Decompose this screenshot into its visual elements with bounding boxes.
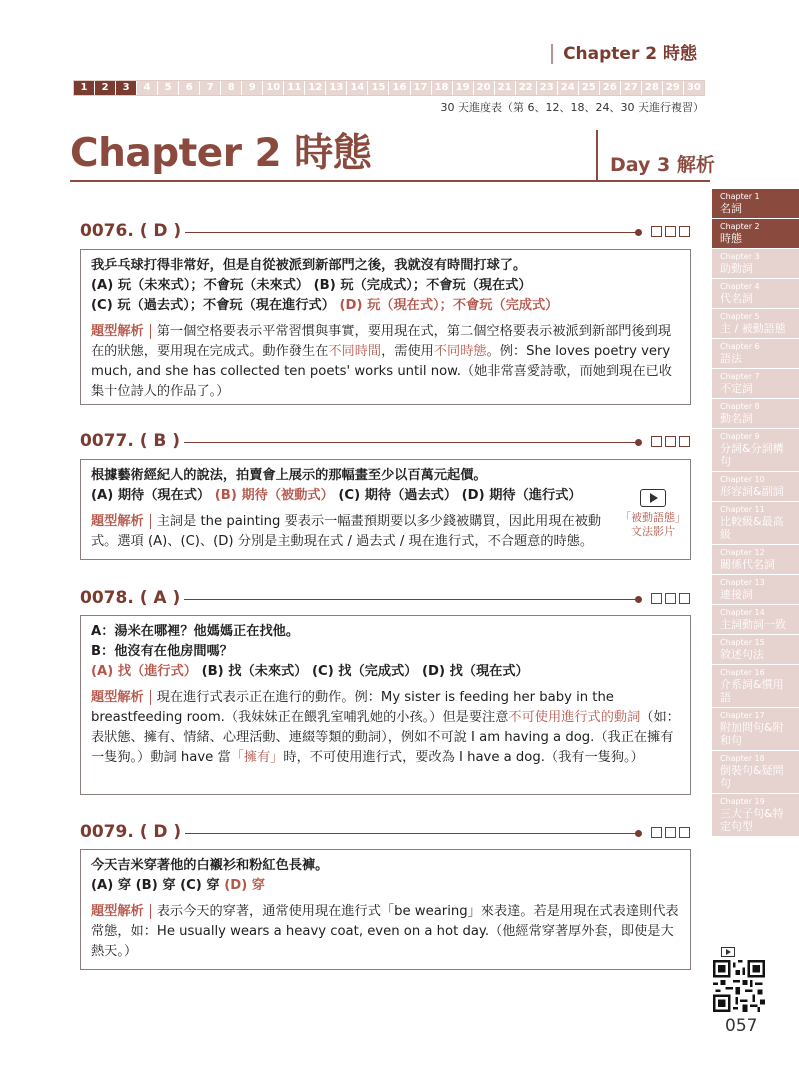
progress-day-15: 15	[368, 81, 389, 95]
progress-day-28: 28	[642, 81, 663, 95]
progress-day-7: 7	[200, 81, 221, 95]
progress-tracker	[73, 80, 705, 96]
progress-day-17: 17	[411, 81, 432, 95]
progress-day-23: 23	[537, 81, 558, 95]
progress-day-13: 13	[326, 81, 347, 95]
video-icon	[721, 947, 735, 957]
title-rule	[70, 180, 710, 182]
progress-day-8: 8	[221, 81, 242, 95]
analysis: 題型解析 現在進行式表示正在進行的動作。例：My sister is feeding her baby in the breastfeeding room.（我妹妹正在餵乳室哺乳她的小孩。）但是要注意不可使用進行式的動詞（如：表狀態、擁有、情緒、心理活動、連綴等類的動詞），例如不可說 I am having a dog.（我正在擁有一隻狗。）動詞 have 當「擁有」時，不可使用進行式，要改為 I have a dog.（我有一隻狗。）	[91, 690, 680, 765]
chapter-tab-19[interactable]: Chapter 19 三大子句&特定句型	[712, 794, 799, 837]
question-stem: 今天吉米穿著他的白襯衫和粉紅色長褲。	[91, 858, 329, 873]
progress-day-3: 3	[116, 81, 137, 95]
progress-day-25: 25	[579, 81, 600, 95]
question-number: 0079. ( D )	[80, 822, 185, 842]
correct-answer: (D) 穿	[224, 878, 265, 893]
chapter-tab-4[interactable]: Chapter 4 代名詞	[712, 279, 799, 309]
progress-day-14: 14	[347, 81, 368, 95]
progress-day-24: 24	[558, 81, 579, 95]
analysis-label: 題型解析	[91, 324, 151, 339]
correct-answer: (A) 找（進行式）	[91, 664, 197, 679]
progress-day-30: 30	[684, 81, 704, 95]
progress-day-10: 10	[263, 81, 284, 95]
progress-day-1: 1	[74, 81, 95, 95]
progress-note: 30 天進度表（第 6、12、18、24、30 天進行複習）	[440, 101, 704, 114]
correct-answer: (D) 玩（現在式）；不會玩（完成式）	[339, 298, 559, 313]
question-box	[80, 249, 691, 405]
progress-day-9: 9	[242, 81, 263, 95]
question-box	[80, 459, 691, 560]
chapter-tab-2[interactable]: Chapter 2 時態	[712, 219, 799, 249]
analysis: 題型解析 表示今天的穿著，通常使用現在進行式「be wearing」來表達。若是用現在式表達則代表常態，如：He usually wears a heavy coat, even on a hot day.（他經常穿著厚外套，即使是大熱天。）	[91, 904, 679, 959]
chapter-tab-11[interactable]: Chapter 11 比較級&最高級	[712, 502, 799, 545]
question-options: (A) 找（進行式） (B) 找（未來式） (C) 找（完成式） (D) 找（現在式）	[91, 664, 529, 679]
progress-day-2: 2	[95, 81, 116, 95]
review-checkboxes[interactable]	[651, 827, 690, 838]
progress-day-6: 6	[179, 81, 200, 95]
correct-answer: (B) 期待（被動式）	[214, 488, 334, 503]
chapter-tab-6[interactable]: Chapter 6 語法	[712, 339, 799, 369]
question-options: (A) 期待（現在式） (B) 期待（被動式） (C) 期待（過去式） (D) 期待（進行式）	[91, 488, 582, 503]
progress-day-20: 20	[474, 81, 495, 95]
running-head: Chapter 2 時態	[551, 44, 697, 64]
progress-day-16: 16	[389, 81, 410, 95]
question-header	[80, 822, 690, 844]
analysis-label: 題型解析	[91, 904, 151, 919]
chapter-tab-7[interactable]: Chapter 7 不定詞	[712, 369, 799, 399]
play-icon	[640, 489, 666, 507]
question-number: 0076. ( D )	[80, 221, 185, 241]
progress-day-18: 18	[432, 81, 453, 95]
day-label: Day 3 解析	[610, 154, 715, 176]
chapter-tab-5[interactable]: Chapter 5 主 / 被動語態	[712, 309, 799, 339]
chapter-tab-14[interactable]: Chapter 14 主詞動詞一致	[712, 605, 799, 635]
chapter-tab-1[interactable]: Chapter 1 名詞	[712, 189, 799, 219]
progress-day-4: 4	[137, 81, 158, 95]
progress-day-27: 27	[621, 81, 642, 95]
chapter-tab-15[interactable]: Chapter 15 敘述句法	[712, 635, 799, 665]
qr-code-icon[interactable]	[713, 960, 765, 1012]
review-checkboxes[interactable]	[651, 436, 690, 447]
chapter-tab-3[interactable]: Chapter 3 助動詞	[712, 249, 799, 279]
question-header	[80, 221, 690, 243]
chapter-tab-18[interactable]: Chapter 18 倒裝句&疑問句	[712, 751, 799, 794]
progress-day-11: 11	[284, 81, 305, 95]
chapter-tabs	[712, 189, 799, 837]
chapter-tab-8[interactable]: Chapter 8 動名詞	[712, 399, 799, 429]
question-options: (A) 玩（未來式）；不會玩（未來式） (B) 玩（完成式）；不會玩（現在式） (C) 玩（過去式）；不會玩（現在進行式） (D) 玩（現在式）；不會玩（完成式）	[91, 278, 559, 313]
progress-day-26: 26	[600, 81, 621, 95]
chapter-tab-10[interactable]: Chapter 10 形容詞&副詞	[712, 472, 799, 502]
question-box	[80, 615, 691, 795]
progress-day-5: 5	[158, 81, 179, 95]
progress-day-21: 21	[495, 81, 516, 95]
progress-day-22: 22	[516, 81, 537, 95]
chapter-tab-17[interactable]: Chapter 17 附加問句&附和句	[712, 708, 799, 751]
chapter-tab-12[interactable]: Chapter 12 關係代名詞	[712, 545, 799, 575]
question-number: 0078. ( A )	[80, 588, 184, 608]
question-header	[80, 431, 690, 453]
question-options: (A) 穿 (B) 穿 (C) 穿 (D) 穿	[91, 878, 265, 893]
question-box	[80, 849, 691, 970]
analysis-label: 題型解析	[91, 690, 151, 705]
review-checkboxes[interactable]	[651, 226, 690, 237]
question-header	[80, 588, 690, 610]
progress-day-19: 19	[453, 81, 474, 95]
analysis-label: 題型解析	[91, 514, 151, 529]
question-stem: A：湯米在哪裡？他媽媽正在找他。 B：他沒有在他房間嗎？	[91, 624, 300, 659]
chapter-tab-16[interactable]: Chapter 16 介系詞&慣用語	[712, 665, 799, 708]
progress-day-29: 29	[663, 81, 684, 95]
analysis: 題型解析 第一個空格要表示平常習慣與事實，要用現在式，第二個空格要表示被派到新部門後到現在的狀態，要用現在完成式。動作發生在不同時間，需使用不同時態。例：She loves poetry very much, and she has collected ten poets' works until now.（她非常喜愛詩歌，而她到現在已收集十位詩人的作品了。）	[91, 324, 672, 399]
question-number: 0077. ( B )	[80, 431, 184, 451]
title-divider	[596, 130, 598, 180]
analysis: 題型解析 主詞是 the painting 要表示一幅畫預期要以多少錢被購買，因此用現在被動式。選項 (A)、(C)、(D) 分別是主動現在式 / 過去式 / 現在進行式，不合題意的時態。	[91, 514, 602, 549]
grammar-video-link[interactable]: 「被動語態」 文法影片	[620, 489, 686, 539]
chapter-tab-13[interactable]: Chapter 13 連接詞	[712, 575, 799, 605]
page-number: 057	[725, 1016, 758, 1036]
chapter-tab-9[interactable]: Chapter 9 分詞&分詞構句	[712, 429, 799, 472]
chapter-title: Chapter 2 時態	[70, 131, 372, 176]
question-stem: 根據藝術經紀人的說法，拍賣會上展示的那幅畫至少以百萬元起價。	[91, 468, 487, 483]
progress-day-12: 12	[305, 81, 326, 95]
review-checkboxes[interactable]	[651, 593, 690, 604]
question-stem: 我乒乓球打得非常好，但是自從被派到新部門之後，我就沒有時間打球了。	[91, 258, 527, 273]
